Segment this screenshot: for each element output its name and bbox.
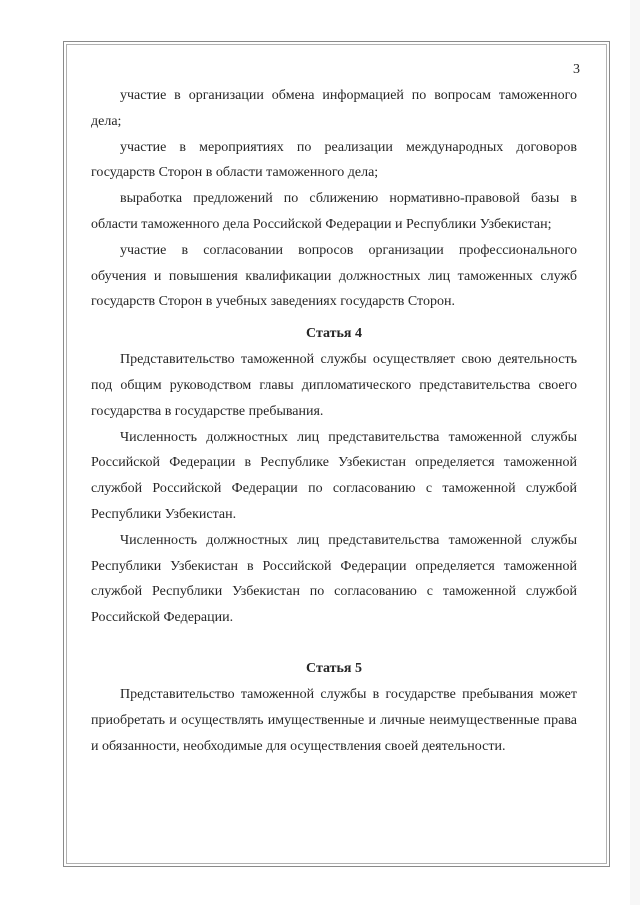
article-5-heading: Статья 5	[306, 660, 362, 676]
paragraph: Представительство таможенной службы в государстве пребывания может приобретать и осуществлять имущественные и личные неимущественные права и обязанности, необходимые для осуществления своей деятельности.	[91, 686, 577, 754]
paragraph: Численность должностных лиц представительства таможенной службы Российской Федерации в Республике Узбекистан определяется таможенной службой Российской Федерации по согласованию с таможенной службой Республики Узбекистан.	[91, 429, 577, 522]
paragraph: участие в согласовании вопросов организации профессионального обучения и повышения квалификации должностных лиц таможенных служб государств Сторон в учебных заведениях государств Сторон.	[91, 242, 577, 310]
paragraph: участие в организации обмена информацией по вопросам таможенного дела;	[91, 88, 577, 129]
page-number: 3	[573, 62, 580, 77]
paragraph: Представительство таможенной службы осуществляет свою деятельность под общим руководством главы дипломатического представительства своего государства в государстве пребывания.	[91, 352, 577, 419]
paragraph: выработка предложений по сближению нормативно-правовой базы в области таможенного дела Российской Федерации и Республики Узбекистан;	[91, 191, 577, 232]
scan-edge	[630, 0, 640, 905]
document-body	[91, 83, 577, 759]
paragraph: Численность должностных лиц представительства таможенной службы Республики Узбекистан в Российской Федерации определяется таможенной службой Республики Узбекистан по согласованию с таможенной службой Российской Федерации.	[91, 532, 577, 626]
article-4-heading: Статья 4	[306, 326, 362, 342]
paragraph: участие в мероприятиях по реализации международных договоров государств Сторон в области таможенного дела;	[91, 139, 577, 181]
